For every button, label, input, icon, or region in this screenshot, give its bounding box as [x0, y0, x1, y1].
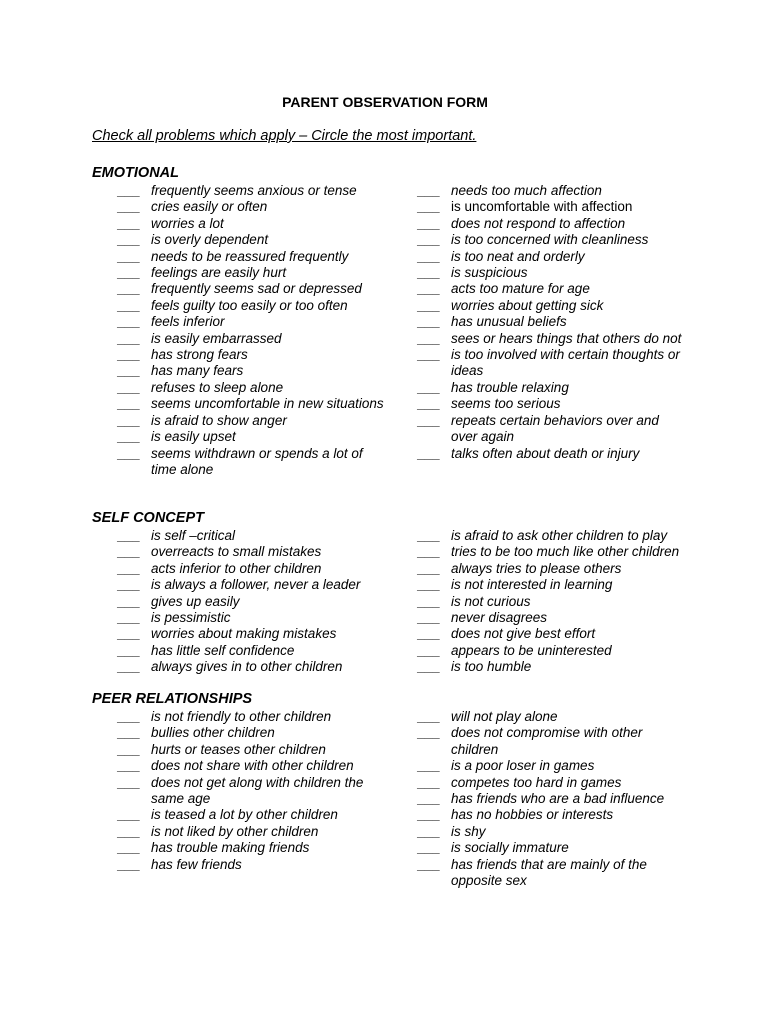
checklist-item[interactable] — [118, 577, 388, 593]
peer-relationships-right-list — [418, 709, 688, 889]
checklist-item-label: acts inferior to other children — [151, 560, 322, 576]
checklist-item-label: is socially immature — [451, 840, 569, 856]
checklist-item-label: needs too much affection — [451, 183, 602, 198]
checkbox-blank[interactable]: ___ — [418, 560, 441, 576]
checklist-item-label: worries about getting sick — [451, 297, 604, 313]
checklist-item[interactable] — [418, 347, 688, 380]
checklist-item-label: is shy — [451, 823, 486, 839]
checkbox-blank[interactable]: ___ — [418, 379, 441, 395]
checkbox-blank[interactable]: ___ — [118, 741, 141, 757]
checkbox-blank[interactable]: ___ — [118, 840, 141, 856]
self-concept-right-list — [418, 528, 688, 676]
checklist-item[interactable] — [418, 643, 688, 659]
checklist-item[interactable] — [118, 840, 388, 856]
checkbox-blank[interactable]: ___ — [118, 528, 141, 543]
checkbox-blank[interactable]: ___ — [118, 265, 141, 281]
checklist-item[interactable] — [118, 544, 388, 560]
checkbox-blank[interactable]: ___ — [118, 347, 141, 363]
checklist-item-label: has strong fears — [151, 347, 248, 363]
checkbox-blank[interactable]: ___ — [118, 758, 141, 774]
checklist-item-label: is afraid to ask other children to play — [451, 528, 668, 543]
checklist-item-label: seems withdrawn or spends a lot of time alone — [151, 445, 363, 477]
checklist-item-label: has trouble making friends — [151, 840, 310, 856]
checklist-item[interactable] — [118, 528, 388, 544]
checklist-item[interactable] — [118, 265, 388, 281]
checklist-item[interactable] — [418, 807, 688, 823]
checklist-item-label: is suspicious — [451, 265, 528, 281]
checklist-item-label: is easily upset — [151, 429, 236, 445]
checklist-item[interactable] — [418, 791, 688, 807]
checklist-item-label: competes too hard in games — [451, 774, 622, 790]
checkbox-blank[interactable]: ___ — [118, 560, 141, 576]
checkbox-blank[interactable]: ___ — [118, 593, 141, 609]
checklist-item[interactable] — [118, 380, 388, 396]
checklist-item-label: appears to be uninterested — [451, 642, 612, 658]
checklist-item[interactable] — [118, 446, 388, 479]
checkbox-blank[interactable]: ___ — [418, 626, 441, 642]
checklist-item[interactable] — [118, 347, 388, 363]
checkbox-blank[interactable]: ___ — [418, 265, 441, 281]
checklist-item[interactable] — [118, 643, 388, 659]
checkbox-blank[interactable]: ___ — [418, 199, 441, 215]
checklist-item-label: frequently seems sad or depressed — [151, 281, 362, 297]
checkbox-blank[interactable]: ___ — [118, 330, 141, 346]
checklist-item-label: talks often about death or injury — [451, 445, 640, 461]
checklist-item[interactable] — [418, 183, 688, 199]
checklist-item-label: is a poor loser in games — [451, 758, 595, 774]
page-title: PARENT OBSERVATION FORM — [282, 94, 488, 110]
checklist-item[interactable] — [418, 824, 688, 840]
peer-relationships-left-list — [118, 709, 388, 873]
checklist-item-label: has little self confidence — [151, 642, 295, 658]
checklist-item-label: will not play alone — [451, 709, 558, 724]
checklist-item-label: sees or hears things that others do not — [451, 330, 682, 346]
checklist-item-label: frequently seems anxious or tense — [151, 183, 357, 198]
checkbox-blank[interactable]: ___ — [418, 232, 441, 248]
checklist-item-label: is teased a lot by other children — [151, 807, 338, 823]
checklist-item-label: feels inferior — [151, 314, 225, 330]
checklist-item-label: hurts or teases other children — [151, 741, 326, 757]
checklist-item[interactable] — [418, 775, 688, 791]
checkbox-blank[interactable]: ___ — [118, 856, 141, 872]
checklist-item[interactable] — [418, 298, 688, 314]
checklist-item-label: is too neat and orderly — [451, 248, 585, 264]
checklist-item[interactable] — [418, 265, 688, 281]
checkbox-blank[interactable]: ___ — [418, 642, 441, 658]
checkbox-blank[interactable]: ___ — [418, 412, 441, 428]
checkbox-blank[interactable]: ___ — [418, 725, 441, 741]
checkbox-blank[interactable]: ___ — [418, 183, 441, 198]
checkbox-blank[interactable]: ___ — [118, 281, 141, 297]
checklist-item[interactable] — [118, 199, 388, 215]
checklist-item[interactable] — [418, 413, 688, 446]
instructions: Check all problems which apply – Circle the most important. — [92, 128, 477, 144]
checkbox-blank[interactable]: ___ — [418, 281, 441, 297]
checkbox-blank[interactable]: ___ — [418, 445, 441, 461]
checkbox-blank[interactable]: ___ — [418, 659, 441, 675]
checkbox-blank[interactable]: ___ — [118, 626, 141, 642]
checklist-item-label: bullies other children — [151, 725, 275, 741]
checklist-item-label: always tries to please others — [451, 560, 622, 576]
checkbox-blank[interactable]: ___ — [118, 396, 141, 412]
checklist-item-label: is pessimistic — [151, 610, 231, 626]
checkbox-blank[interactable]: ___ — [118, 544, 141, 560]
section-heading-peer-relationships: PEER RELATIONSHIPS — [92, 691, 253, 707]
checkbox-blank[interactable]: ___ — [418, 396, 441, 412]
checkbox-blank[interactable]: ___ — [118, 379, 141, 395]
checklist-item-label: is uncomfortable with affection — [451, 199, 633, 215]
checkbox-blank[interactable]: ___ — [118, 807, 141, 823]
checklist-item[interactable] — [118, 216, 388, 232]
checklist-item[interactable] — [418, 281, 688, 297]
checkbox-blank[interactable]: ___ — [418, 544, 441, 560]
checklist-item-label: overreacts to small mistakes — [151, 544, 322, 560]
checkbox-blank[interactable]: ___ — [418, 528, 441, 543]
checklist-item-label: seems uncomfortable in new situations — [151, 396, 384, 412]
checkbox-blank[interactable]: ___ — [118, 297, 141, 313]
checklist-item[interactable] — [418, 594, 688, 610]
checklist-item-label: seems too serious — [451, 396, 561, 412]
checklist-item[interactable] — [418, 709, 688, 725]
checklist-item[interactable] — [118, 314, 388, 330]
checklist-item[interactable] — [418, 396, 688, 412]
checklist-item-label: has trouble relaxing — [451, 379, 569, 395]
checklist-item-label: has unusual beliefs — [451, 314, 567, 330]
checklist-item-label: has friends that are mainly of the opposite sex — [451, 856, 647, 889]
checkbox-blank[interactable]: ___ — [418, 823, 441, 839]
checklist-item[interactable] — [118, 807, 388, 823]
checklist-item[interactable] — [418, 249, 688, 265]
checklist-item-label: is not curious — [451, 593, 531, 609]
checklist-item-label: has many fears — [151, 363, 244, 379]
checklist-item[interactable] — [418, 446, 688, 462]
checkbox-blank[interactable]: ___ — [118, 248, 141, 264]
checklist-item-label: is afraid to show anger — [151, 412, 287, 428]
checkbox-blank[interactable]: ___ — [418, 215, 441, 231]
checkbox-blank[interactable]: ___ — [118, 659, 141, 675]
checklist-item-label: does not compromise with other children — [451, 725, 643, 757]
checklist-item[interactable] — [118, 824, 388, 840]
checkbox-blank[interactable]: ___ — [418, 856, 441, 872]
checklist-item-label: has few friends — [151, 856, 242, 872]
checklist-item-label: is self –critical — [151, 528, 236, 543]
checklist-item[interactable] — [418, 561, 688, 577]
checklist-item-label: is easily embarrassed — [151, 330, 282, 346]
checklist-item-label: feelings are easily hurt — [151, 265, 287, 281]
checklist-item[interactable] — [118, 775, 388, 808]
emotional-left-list — [118, 183, 388, 478]
checkbox-blank[interactable]: ___ — [418, 297, 441, 313]
checkbox-blank[interactable]: ___ — [118, 429, 141, 445]
checkbox-blank[interactable]: ___ — [118, 363, 141, 379]
checklist-item-label: repeats certain behaviors over and over again — [451, 412, 659, 445]
checkbox-blank[interactable]: ___ — [418, 758, 441, 774]
checkbox-blank[interactable]: ___ — [418, 791, 441, 807]
checklist-item[interactable] — [118, 232, 388, 248]
checklist-item[interactable] — [118, 298, 388, 314]
checklist-item[interactable] — [418, 857, 688, 890]
section-heading-self-concept: SELF CONCEPT — [92, 510, 204, 526]
checkbox-blank[interactable]: ___ — [418, 330, 441, 346]
checkbox-blank[interactable]: ___ — [418, 314, 441, 330]
checklist-item-label: never disagrees — [451, 610, 548, 626]
checklist-item-label: is too concerned with cleanliness — [451, 232, 649, 248]
checklist-item-label: does not give best effort — [451, 626, 596, 642]
checklist-item-label: cries easily or often — [151, 199, 268, 215]
checklist-item[interactable] — [118, 281, 388, 297]
checklist-item-label: worries about making mistakes — [151, 626, 337, 642]
checklist-item[interactable] — [118, 725, 388, 741]
checklist-item[interactable] — [118, 413, 388, 429]
checklist-item[interactable] — [418, 725, 688, 758]
checklist-item-label: does not get along with children the same age — [151, 774, 364, 807]
checkbox-blank[interactable]: ___ — [418, 593, 441, 609]
emotional-right-list — [418, 183, 688, 462]
checkbox-blank[interactable]: ___ — [118, 314, 141, 330]
checklist-item-label: does not respond to affection — [451, 215, 626, 231]
checklist-item[interactable] — [118, 626, 388, 642]
checklist-item[interactable] — [418, 331, 688, 347]
checklist-item[interactable] — [118, 659, 388, 675]
checklist-item-label: is always a follower, never a leader — [151, 577, 361, 593]
checkbox-blank[interactable]: ___ — [118, 412, 141, 428]
checklist-item-label: has no hobbies or interests — [451, 807, 614, 823]
checklist-item[interactable] — [118, 363, 388, 379]
checkbox-blank[interactable]: ___ — [418, 577, 441, 593]
checklist-item[interactable] — [418, 577, 688, 593]
checklist-item[interactable] — [418, 610, 688, 626]
checklist-item[interactable] — [118, 709, 388, 725]
checkbox-blank[interactable]: ___ — [418, 347, 441, 363]
checklist-item-label: refuses to sleep alone — [151, 379, 284, 395]
checklist-item[interactable] — [418, 380, 688, 396]
checklist-item[interactable] — [418, 626, 688, 642]
checklist-item[interactable] — [118, 857, 388, 873]
checkbox-blank[interactable]: ___ — [418, 248, 441, 264]
checkbox-blank[interactable]: ___ — [118, 215, 141, 231]
checklist-item-label: has friends who are a bad influence — [451, 791, 665, 807]
checkbox-blank[interactable]: ___ — [118, 709, 141, 724]
checkbox-blank[interactable]: ___ — [118, 232, 141, 248]
checkbox-blank[interactable]: ___ — [418, 774, 441, 790]
checklist-item[interactable] — [418, 314, 688, 330]
checklist-item[interactable] — [118, 249, 388, 265]
checklist-item[interactable] — [118, 742, 388, 758]
checkbox-blank[interactable]: ___ — [418, 840, 441, 856]
checklist-item-label: feels guilty too easily or too often — [151, 297, 348, 313]
checklist-item-label: is too humble — [451, 659, 532, 675]
checklist-item[interactable] — [118, 561, 388, 577]
checklist-item[interactable] — [418, 528, 688, 544]
checklist-item[interactable] — [418, 232, 688, 248]
checklist-item[interactable] — [118, 610, 388, 626]
checkbox-blank[interactable]: ___ — [118, 774, 141, 790]
checklist-item[interactable] — [118, 331, 388, 347]
checklist-item-label: is too involved with certain thoughts or ideas — [451, 347, 680, 379]
checklist-item[interactable] — [418, 758, 688, 774]
checklist-item[interactable] — [418, 840, 688, 856]
checkbox-blank[interactable]: ___ — [418, 610, 441, 626]
checklist-item-label: tries to be too much like other children — [451, 544, 680, 560]
checklist-item[interactable] — [118, 183, 388, 199]
checklist-item[interactable] — [118, 396, 388, 412]
checklist-item[interactable] — [418, 544, 688, 560]
checkbox-blank[interactable]: ___ — [118, 199, 141, 215]
self-concept-left-list — [118, 528, 388, 676]
checklist-item-label: is not interested in learning — [451, 577, 613, 593]
checkbox-blank[interactable]: ___ — [118, 642, 141, 658]
checklist-item-label: does not share with other children — [151, 758, 354, 774]
checklist-item[interactable] — [118, 758, 388, 774]
checkbox-blank[interactable]: ___ — [118, 577, 141, 593]
checkbox-blank[interactable]: ___ — [118, 610, 141, 626]
checkbox-blank[interactable]: ___ — [118, 823, 141, 839]
checklist-item-label: always gives in to other children — [151, 659, 343, 675]
checklist-item[interactable] — [118, 594, 388, 610]
checklist-item-label: needs to be reassured frequently — [151, 248, 349, 264]
checklist-item-label: worries a lot — [151, 215, 224, 231]
checkbox-blank[interactable]: ___ — [418, 709, 441, 724]
checklist-item-label: gives up easily — [151, 593, 240, 609]
checklist-item-label: is overly dependent — [151, 232, 269, 248]
checklist-item-label: acts too mature for age — [451, 281, 590, 297]
checklist-item[interactable] — [418, 659, 688, 675]
checkbox-blank[interactable]: ___ — [118, 445, 141, 461]
checklist-item[interactable] — [118, 429, 388, 445]
checklist-item-label: is not liked by other children — [151, 823, 319, 839]
checklist-item[interactable] — [418, 199, 688, 215]
checklist-item-label: is not friendly to other children — [151, 709, 332, 724]
checkbox-blank[interactable]: ___ — [418, 807, 441, 823]
section-heading-emotional: EMOTIONAL — [92, 165, 179, 181]
checkbox-blank[interactable]: ___ — [118, 725, 141, 741]
checkbox-blank[interactable]: ___ — [118, 183, 141, 198]
checklist-item[interactable] — [418, 216, 688, 232]
